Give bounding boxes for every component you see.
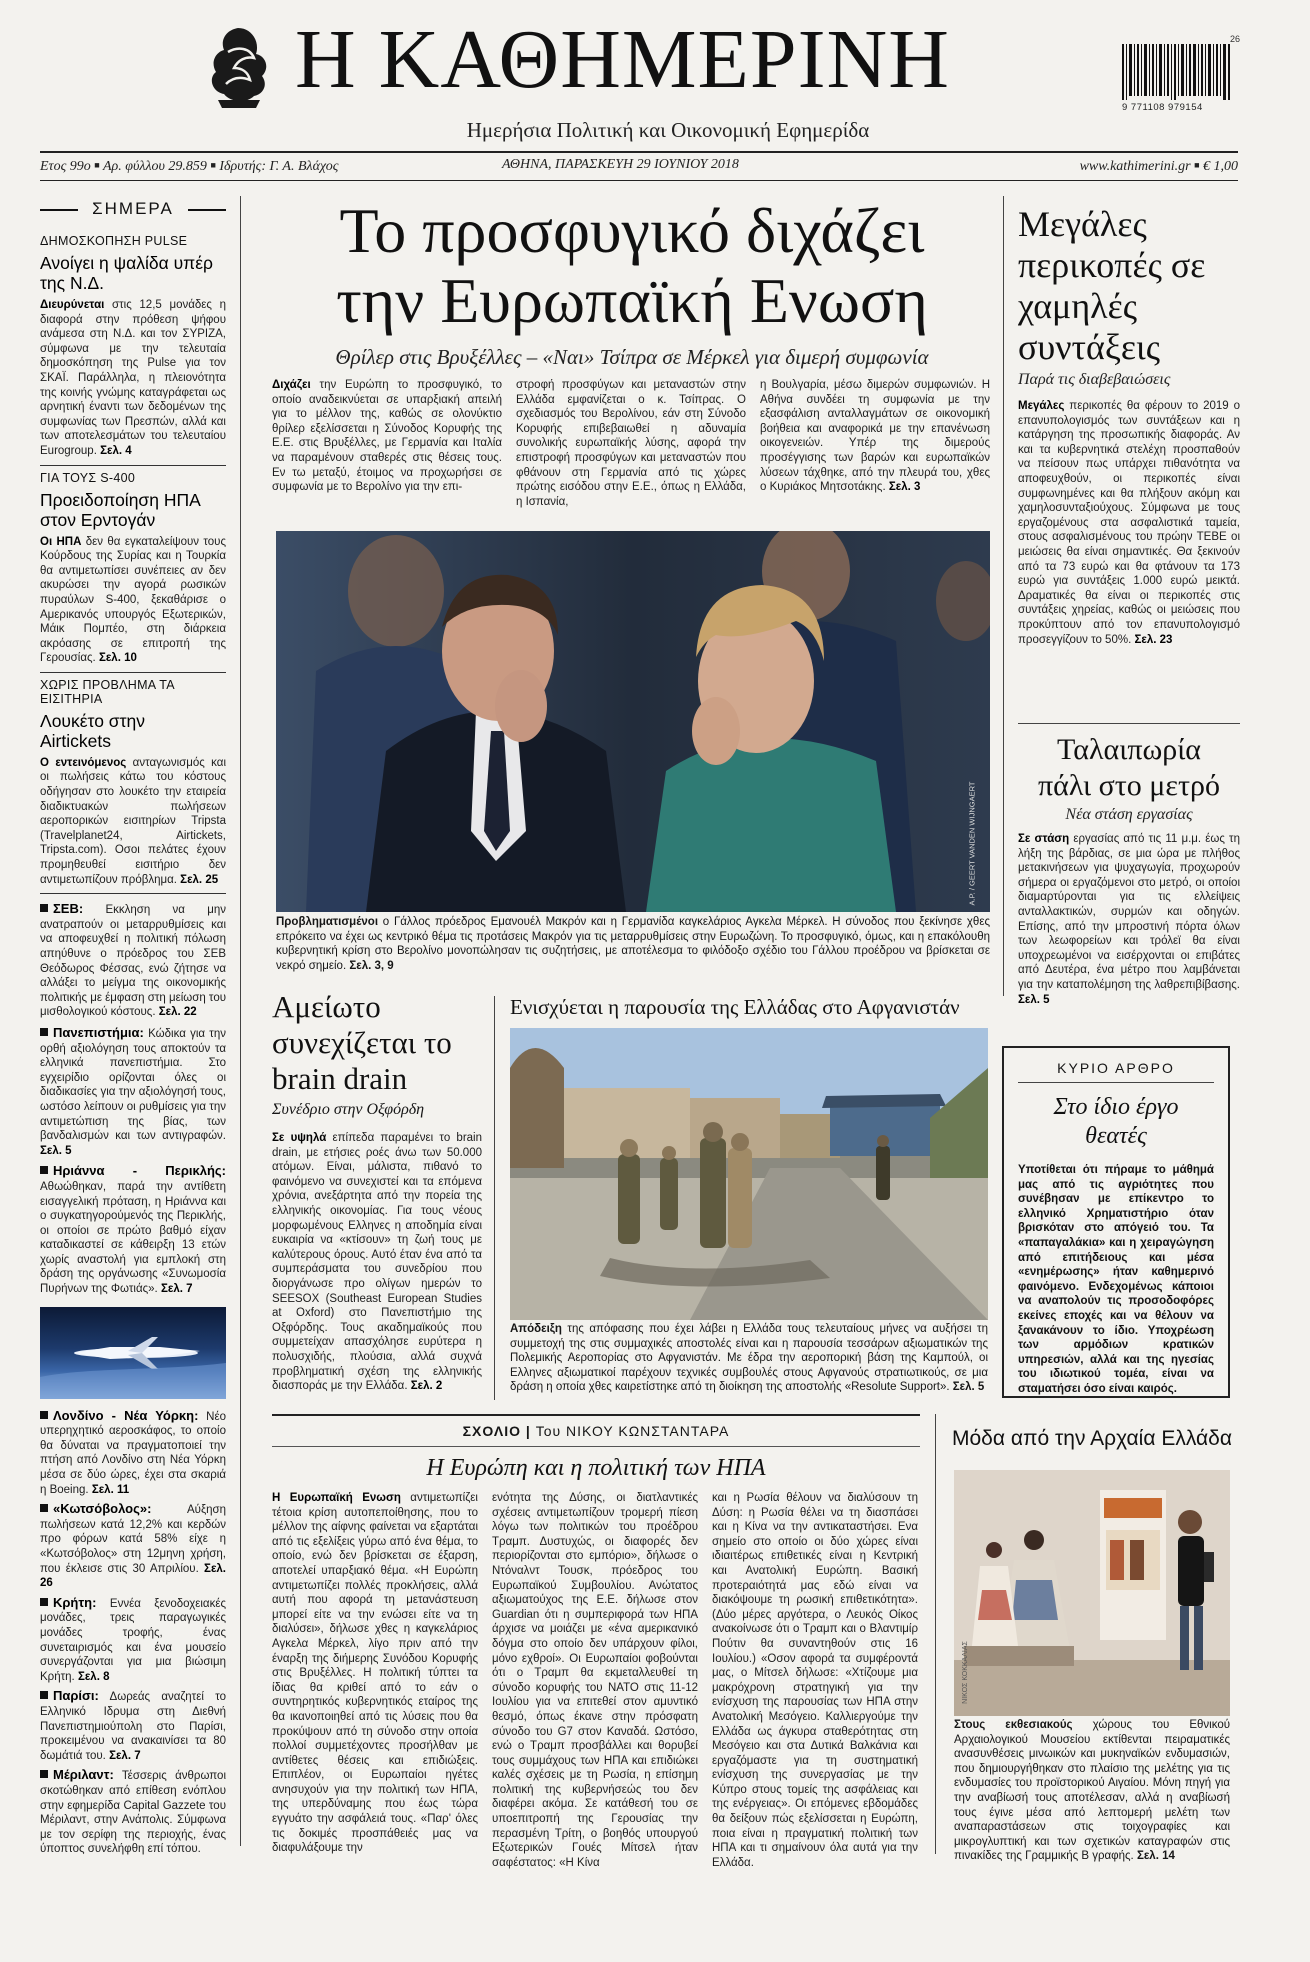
comment-right-rule — [935, 1414, 936, 1854]
editorial-box[interactable] — [1002, 1046, 1230, 1398]
sidebar-brief[interactable]: Ηριάννα - Περικλής: Αθωώθηκαν, παρά την αντίθετη εισαγγελική πρόταση, η Ηριάννα και ο συγκατηγορούμενός της Περικλής, οι οποίοι σε πρώτο βαθμό είχαν καταδικαστεί σε κάθειρξη 13 ετών χωρίς αναστολή για εμπλοκή στη δράση της οργάνωσης «Συνωμοσία Πυρήνων της Φωτιάς». Σελ. 7 — [40, 1163, 226, 1296]
main-photo-caption: Προβληματισμένοι ο Γάλλος πρόεδρος Εμανουέλ Μακρόν και η Γερμανίδα καγκελάριος Αγκελα Μέρκελ. Η σύνοδος που ξεκίνησε χθες επρόκειτο να έχει ως κεντρικό θέμα τις προτάσεις Μακρόν για τις μεταρρυθμίσεις στην Ευρωζώνη. Το προσφυγικό, όμως, και η επακόλουθη κυβερνητική κρίση στο Βερολίνο μονοπώλησαν τις συζητήσεις, με αποτέλεσμα το φιλόδοξο σχέδιο του Γάλλου προέδρου να βρίσκεται σε νεκρό σημείο. Σελ. 3, 9 — [276, 916, 990, 972]
dateline-sep-3-icon: ■ — [1194, 160, 1200, 170]
comment-body — [272, 1491, 920, 1870]
editorial-title: Στο ίδιο έργο θεατές — [1053, 1094, 1179, 1149]
comment-col-3: και η Ρωσία θέλουν να διαλύσουν τη Δύση: η Ρωσία θέλει να τη διασπάσει και η Κίνα να την αντικαταστήσει. Ενα σημείο στο οποίο οι δύο χώρες είναι ιδιαιτέρως επιθετικές είναι η Κεντρική και Ανατολική Ευρώπη. Βασική προτεραιότητά μας εδώ είναι να διακόψουμε τη ρωσική επιθετικότητα». (Δύο μέρες αργότερα, ο Λευκός Οίκος ανακοίνωσε ότι ο Τραμπ και ο Βλαντιμίρ Πούτιν θα συναντηθούν στις 16 Ιουλίου.) «Οσον αφορά τα συμφέροντά μας, ο Μίτσελ δήλωσε: «Χτίζουμε μια μακρόχρονη στρατηγική για την ενίσχυση της παρουσίας των ΗΠΑ στην Ανατολική Μεσόγειο. Καλλιεργούμε την Ελλάδα ως άγκυρα σταθερότητας στη Μεσόγειο και στα Δυτικά Βαλκάνια και εργαζόμαστε για τη συστηματική ενίσχυση της συνεργασίας με την Κύπρο στους τομείς της ασφάλειας και της ενέργειας». Οι επόμενες εβδομάδες θα δείξουν πώς εξελίσσεται η Ευρώπη, ποια είναι η πραγματική πολιτική των ΗΠΑ και τι σημαίνουν όλα αυτά για την Ελλάδα. — [712, 1492, 918, 1869]
masthead-subtitle: Ημερήσια Πολιτική και Οικονομική Εφημερίδα — [466, 118, 870, 142]
dateline-sep-2-icon: ■ — [210, 160, 216, 170]
bullet-icon — [40, 1028, 48, 1036]
bullet-icon — [40, 1770, 48, 1778]
dateline-right — [1080, 156, 1238, 176]
sidebar-brief[interactable]: ΣΕΒ: Εκκληση να μην ανατραπούν οι μεταρρυθμίσεις και να αποφευχθεί η πολιτική πόλωση απηύθυνε ο πρόεδρος του ΣΕΒ Θεόδωρος Φέσσας, ενώ ζήτησε να αλλάξει το μείγμα της οικονομικής πολιτικής με έμφαση στη μείωση του μισθολογικού κόστους. Σελ. 22 — [40, 901, 226, 1019]
afghanistan-story[interactable] — [510, 994, 996, 1020]
right-divider — [1018, 723, 1240, 724]
comment-label-rule — [272, 1446, 920, 1447]
main-col-1: Διχάζει την Ευρώπη το προσφυγικό, το οποίο αναδεικνύεται σε υπαρξιακή απειλή για το μέλλον της, καθώς σε ολονύκτιο θρίλερ εξελίσσεται η Σύνοδος Κορυφής της Ε.Ε. στις Βρυξέλλες, με Γερμανία και Ιταλία να παραμένουν σταθερές στις θέσεις τους. Εν τω μεταξύ, έτοιμος να προχωρήσει σε συμφωνία με το Βερολίνο για την επι- — [272, 379, 502, 494]
sidebar-brief[interactable]: Κρήτη: Εννέα ξενοδοχειακές μονάδες, τρεις παραγωγικές μονάδες τροφής, ένας συνεταιρισμός και ένα μουσείο συνεργάζονται για μια βιώσιμη Κρήτη. Σελ. 8 — [40, 1594, 226, 1683]
sidebar-item-kicker: ΓΙΑ ΤΟΥΣ S-400 — [40, 470, 136, 485]
macron-merkel-photo — [276, 531, 990, 912]
editorial-text: Υποτίθεται ότι πήραμε το μάθημά μας από τις αγριότητες που συνέβησαν με επίκεντρο το ελληνικό Χρηματιστήριο όταν βρισκόταν στο απόγειό του. Τα «παπαγαλάκια» και η χειραγώγηση από επιτήδειους και μέσα «ενημέρωσης» ήταν καθημερινό φαινόμενο. Ενδεχομένως κάποιοι να αναπολούν τις προσοδοφόρες εκείνες εποχές και να θέλουν να ξανακάνουν το ίδιο. Υποχρέωση των αρμόδιων κρατικών υπηρεσιών, αλλά και της ηγεσίας του ιδιωτικού τομέα, είναι να σταματήσει όσο είναι καιρός. — [1018, 1164, 1214, 1395]
sidebar-item-s400[interactable] — [40, 471, 226, 666]
brain-drain-rule — [494, 996, 495, 1400]
sidebar-item-text: Οι ΗΠΑ δεν θα εγκαταλείψουν τους Κούρδους της Συρίας και η Τουρκία θα αντιμετωπίσει συνέπειες αν δεν ακυρώσει την αγορά ρωσικών πυραύλων S-400, ξεκαθάρισε ο Αμερικανός υπουργός Εξωτερικών, Μάικ Πομπέο, στη διάρκεια ακρόασης σε επιτροπή της Γερουσίας. Σελ. 10 — [40, 535, 227, 665]
masthead-rule-bottom — [40, 180, 1238, 181]
comment-top-rule — [272, 1414, 920, 1416]
dateline-price: € 1,00 — [1203, 159, 1238, 174]
main-right-rule — [1003, 196, 1004, 996]
comment-story[interactable] — [272, 1418, 920, 1870]
photo-credit: A.P. / GEERT VANDEN WIJNGAERT — [967, 781, 977, 906]
sidebar-brief[interactable]: «Κωτσόβολος»: Αύξηση πωλήσεων κατά 12,2% και κερδών προ φόρων κατά 58% είχε η «Κωτσόβολος» στη 12μηνη χρήση, που έκλεισε στις 30 Απριλίου. Σελ. 26 — [40, 1501, 226, 1590]
brain-drain-headline: Αμείωτο συνεχίζεται το brain drain — [272, 989, 452, 1096]
main-story[interactable] — [272, 196, 992, 509]
comment-label: ΣΧΟΛΙΟ — [462, 1423, 521, 1439]
comment-author: Του ΝΙΚΟΥ ΚΩΝΣΤΑΝΤΑΡΑ — [535, 1423, 730, 1439]
sidebar-item-kicker: ΔΗΜΟΣΚΟΠΗΣΗ PULSE — [40, 234, 188, 248]
bullet-icon — [40, 1691, 48, 1699]
main-headline: Το προσφυγικό διχάζει την Ευρωπαϊκή Ενωση — [336, 195, 928, 336]
fashion-story[interactable] — [952, 1426, 1232, 1452]
sidebar-divider — [40, 465, 226, 466]
metro-text: Σε στάση εργασίας από τις 11 μ.μ. έως τη λήξη της βάρδιας, σε μια ώρα με πλήθος μετακινήσεων για ψυχαγωγία, προχωρούν σήμερα οι εργαζόμενοι στο μετρό, οι οποίοι διαμαρτύρονται για τις ελλείψεις ανταλλακτικών, συρμών και οδηγών. Επίσης, από την μπροστινή πόρτα όλων των λεωφορείων και τρόλεϊ θα είναι υποχρεωμένοι να εισέρχονται οι επιβάτες από Δευτέρα, ένα μέτρο που λαμβάνεται για την καταπολέμηση της λαθρεπιβίβασης. Σελ. 5 — [1018, 833, 1240, 1006]
dateline-year: Ετος 99ο — [40, 159, 91, 174]
dateline-website[interactable]: www.kathimerini.gr — [1079, 159, 1191, 174]
sidebar-brief[interactable]: Πανεπιστήμια: Κώδικα για την ορθή αξιολόγηση τους αποκτούν τα ελληνικά πανεπιστήμια. Στο εγχειρίδιο ορίζονται όλες οι διαδικασίες για την αξιολόγησή τους, ωστόσο λείπουν οι ρυθμίσεις για την αντιμετώπιση της βίας, των βανδαλισμών και των αντιγραφών. Σελ. 5 — [40, 1024, 226, 1157]
museum-exhibit-photo — [954, 1470, 1230, 1716]
supersonic-jet-image — [40, 1307, 226, 1399]
afghanistan-photo — [510, 1028, 988, 1320]
comment-title: Η Ευρώπη και η πολιτική των ΗΠΑ — [426, 1455, 766, 1481]
pensions-headline: Μεγάλες περικοπές σε χαμηλές συντάξεις — [1018, 204, 1206, 367]
comment-col-1: Η Ευρωπαϊκή Ενωση αντιμετωπίζει τέτοια κρίση αυτοπεποίθησης, που το μέλλον της αίφνης φαίνεται να εξαρτάται από τις εξελίξεις γύρω από ένα θέμα, το οποίο, ενώ δεν βρίσκεται σε έξαρση, αποτελεί υπαρξιακό θέμα. «Η Ευρώπη αντιμετωπίζει πολλές προκλήσεις, αλλά αυτή που αφορά τη μετανάστευση μπορεί είτε να την ενώσει είτε να τη διαλύσει», δήλωσε χθες η καγκελάριος Αγκελα Μέρκελ, λίγο πριν από την έναρξη της διήμερης Συνόδου Κορυφής στις Βρυξέλλες. Η πολιτική τύπτει τα ίδιας θα κριθεί από το εάν ο συντηρητικός κυβερνητικός εταίρος της θα ικανοποιηθεί από τις λύσεις που θα προκύψουν από τη σύνοδο στην οποία πολλοί συμμετέχοντες προσήλθαν με αντίθετες θέσεις και επιδιώξεις. Επιπλέον, οι Ευρωπαίοι ηγέτες ανησυχούν για την πολιτική των ΗΠΑ, της υπερδύναμης που έως τώρα εγγυάτο την ασφάλειά τους. «Παρ' όλες τις δοκιμές προσπάθειές μας να διαφυλάξουμε την — [272, 1492, 478, 1855]
sidebar-heading: ΣΗΜΕΡΑ — [40, 196, 226, 228]
masthead — [0, 0, 1310, 150]
sidebar-item-title: Λουκέτο στην Airtickets — [40, 710, 145, 751]
main-body — [272, 378, 992, 509]
bullet-icon — [40, 1504, 48, 1512]
sidebar-brief[interactable]: Παρίσι: Δωρεάς αναζητεί το Ελληνικό Ιδρυμα στη Διεθνή Πανεπιστημιούπολη στο Παρίσι, προκειμένου να ανακαινίσει τα 80 δωμάτιά του. Σελ. 7 — [40, 1688, 226, 1762]
sidebar-brief[interactable]: Μέριλαντ: Τέσσερις άνθρωποι σκοτώθηκαν από επίθεση ενόπλου στην εφημερίδα Capital Gazzete του Μέριλαντ, στην Ανάπολις. Σύμφωνα με τον σερίφη της περιοχής, ένας ύποπτος συνελήφθη επί τόπου. — [40, 1767, 226, 1856]
afghanistan-caption: Απόδειξη της απόφασης που έχει λάβει η Ελλάδα τους τελευταίους μήνες να αυξήσει τη συμμετοχή της στις συμμαχικές αποστολές είναι και η παρουσία τεσσάρων αξιωματικών της Πολεμικής Αεροπορίας στο Αφγανιστάν. Με έδρα την αεροπορική βάση της Καμπούλ, οι Ελληνες αξιωματικοί παρέχουν τεχνικές συμβουλές στους Αφγανούς στρατιωτικούς, σε μια δράση η οποία χθες καιρετίστηκε από τη διοίκηση της αποστολής «Resolute Support». Σελ. 5 — [510, 1323, 988, 1394]
barcode: 26 9 771108 979154 — [1122, 34, 1240, 113]
sidebar-item-title: Προειδοποίηση ΗΠΑ στον Ερντογάν — [40, 489, 200, 530]
bullet-icon — [40, 1598, 48, 1606]
brain-drain-deck: Συνέδριο στην Οξφόρδη — [272, 1101, 425, 1118]
masthead-title: Η ΚΑΘΗΜΕΡΙΝΗ — [295, 13, 950, 106]
sidebar-brief[interactable]: Λονδίνο - Νέα Υόρκη: Νέο υπερηχητικό αεροσκάφος, το οποίο θα δύναται να πραγματοποιεί την πτήση από Λονδίνο στη Νέα Υόρκη μέσα σε δύο ώρες, έχει στα σκαριά η Boeing. Σελ. 11 — [40, 1407, 226, 1496]
sidebar-item-text: Ο εντεινόμενος ανταγωνισμός και οι πωλήσεις κάτω του κόστους οδήγησαν στο λουκέτο την εταιρεία διαδικτυακών πωλήσεων αεροπορικών εισιτηρίων Tripsta (Travelplanet24, Airtickets, Tripsta.com). Οσοι πελάτες έχουν προμηθευθεί εισιτήριο δεν αντιμετωπίζουν πρόβλημα. Σελ. 25 — [40, 756, 226, 886]
main-deck: Θρίλερ στις Βρυξέλλες – «Ναι» Τσίπρα σε Μέρκελ για διμερή συμφωνία — [335, 345, 929, 369]
right-story-metro[interactable] — [1018, 732, 1240, 1007]
brain-drain-text: Σε υψηλά επίπεδα παραμένει το brain drain, με ετήσιες ροές άνω των 50.000 ατόμων. Είναι, μάλιστα, πιθανό το φαινόμενο να συνεχιστεί και τα επόμενα χρόνια, ανεξάρτητα από την πορεία της ελληνικής οικονομίας. Για τους νέους μορφωμένους Ελληνες η αποδημία είναι ευκαιρία να «κτίσουν» τη ζωή τους με καλύτερους όρους. Αυτό έταν ένα από τα συμπεράσματα του συνεδρίου που διοργάνωσε προ ολίγων ημερών το SEESOX (Southeast European Studies at Oxford) στο Πανεπιστήμιο της Οξφόρδης. Τους ακαδημαϊκούς που συμμετείχαν απασχόλησε ευρύτερα η πολυσχιδής, πλούσια, αλλά συχνά προβληματική σχέση της ελληνικής διασποράς με την Ελλάδα. Σελ. 2 — [272, 1132, 482, 1393]
dateline-issue: Αρ. φύλλου 29.859 — [102, 159, 207, 174]
pensions-text: Μεγάλες περικοπές θα φέρουν το 2019 ο επανυπολογισμός των συντάξεων και η κατάργηση της προσωπικής διαφοράς. Αν και τα κυβερνητικά στελέχη προσπαθούν να πείσουν πως υπάρχει πιθανότητα να αποφευχθούν, οι περικοπές είναι συμφωνημένες και θα πλήξουν ακόμη και χαμηλοσυνταξιούχους. Σύμφωνα με τους εργαζομένους στα ασφαλιστικά ταμεία, στους ασφαλισμένους του πρώην ΤΕΒΕ οι μειώσεις θα είναι σημαντικές. Θα ξεκινούν από τα 73 ευρώ και θα φτάνουν τα 173 ευρώ για συντάξεις 1.000 ευρώ μεικτά. Δραματικές θα είναι οι περικοπές στις συντάξεις χηρείας, καθώς οι μειώσεις που προκύπτουν από τον επανυπολογισμό προσεγγίζουν το 50%. Σελ. 23 — [1018, 400, 1240, 646]
sidebar-item-title: Ανοίγει η ψαλίδα υπέρ της Ν.Δ. — [40, 253, 213, 293]
dateline-date: ΑΘΗΝΑ, ΠΑΡΑΣΚΕΥΗ 29 ΙΟΥΝΙΟΥ 2018 — [502, 157, 739, 172]
brain-drain-story[interactable] — [272, 989, 482, 1394]
sidebar-divider — [40, 893, 226, 894]
sidebar — [40, 196, 226, 1916]
comment-col-2: ενότητα της Δύσης, οι διατλαντικές σχέσεις αντιμετωπίζουν τρομερή πίεση λόγω των πολιτικών του προέδρου Τραμπ. Δυστυχώς, οι διαφορές δεν περιορίζονται στο εμπόριο», δήλωσε ο Ντόναλντ Τουσκ, πρόεδρος του Ευρωπαϊκού Συμβουλίου. Ανώτατος αξιωματούχος της Ε.Ε. δήλωσε στον Guardian ότι η συμπεριφορά των ΗΠΑ άρχισε να μοιάζει με «ένα αμερικανικό δόγμα στο οποίο δεν υπάρχουν φίλοι, μόνο εχθροί». Οι Ευρωπαίοι φοβούνται ότι ο Τραμπ θα εκμεταλλευθεί τη σύνοδο κορυφής του ΝΑΤΟ στις 11-12 Ιουλίου για να επιτεθεί στον αμυντικό θεσμό, όπως έκανε στην πρόσφατη σύνοδο του G7 στον Καναδά. Ωστόσο, ενώ ο Τραμπ προσβάλλει και θορυβεί τους συμμάχους των ΗΠΑ και επιδιώκει καλές σχέσεις με τη Ρωσία, η επίσημη πολιτική της κυβερνήσεώς του δεν διαφέρει ακόμα. Σε κατάθεσή του σε υποεπιτροπή της Γερουσίας την περασμένη Τρίτη, ο βοηθός υπουργού Εξωτερικών Γουές Μίτσελ ήταν σαφέστατος: «Η Κίνα — [492, 1492, 698, 1869]
bullet-icon — [40, 904, 48, 912]
main-col-3: η Βουλγαρία, μέσω διμερών συμφωνιών. Η Αθήνα συνδέει τη συμφωνία με την εξασφάλιση ανταλλαγμάτων σε οικονομική βοήθεια και αναφορικά με την επανένωση οικογενειών. Υπέρ της διμερούς προσέγγισης των βαρών και ευρωπαϊκών λύσεων τάχθηκε, από την πλευρά του, χθες ο Κυριάκος Μητσοτάκης. Σελ. 3 — [760, 379, 990, 494]
dateline — [40, 156, 1238, 176]
metro-headline: Ταλαιπωρία πάλι στο μετρό — [1037, 733, 1221, 802]
sidebar-divider — [40, 672, 226, 673]
pensions-deck: Παρά τις διαβεβαιώσεις — [1018, 371, 1171, 388]
editorial-label: ΚΥΡΙΟ ΑΡΘΡΟ — [1018, 1060, 1214, 1083]
main-col-2: στροφή προσφύγων και μεταναστών στην Ελλάδα εμφανίζεται ο κ. Τσίπρας. Ο σχεδιασμός του Βερολίνου, εάν στη Σύνοδο Κορυφής επιβεβαιωθεί η αδυναμία συνολικής ευρωπαϊκής λύσης, αφορά την επιστροφή προσφύγων και μεταναστών που φθάνουν στη Γερμανία από τις χώρες πρώτης εισόδου στην Ε.Ε., όπως η Ελλάδα, η Ισπανία, — [516, 379, 746, 508]
metro-deck: Νέα στάση εργασίας — [1065, 806, 1193, 823]
bullet-icon — [40, 1166, 48, 1174]
sidebar-item-pulse[interactable] — [40, 234, 226, 459]
logo-emblem-icon — [198, 22, 278, 110]
sidebar-column-rule — [240, 196, 241, 1846]
afghanistan-headline: Ενισχύεται η παρουσία της Ελλάδας στο Αφγανιστάν — [510, 995, 960, 1019]
sidebar-item-kicker: ΧΩΡΙΣ ΠΡΟΒΛΗΜΑ ΤΑ ΕΙΣΙΤΗΡΙΑ — [40, 677, 175, 706]
dateline-sep-1-icon: ■ — [94, 160, 100, 170]
comment-label-row: ΣΧΟΛΙΟ | Του ΝΙΚΟΥ ΚΩΝΣΤΑΝΤΑΡΑ — [462, 1423, 730, 1439]
bullet-icon — [40, 1411, 48, 1419]
fashion-photo-credit: ΝΙΚΟΣ ΚΟΚΚΑΛΙΑΣ — [961, 1641, 969, 1704]
dateline-founder: Ιδρυτής: Γ. Α. Βλάχος — [219, 159, 339, 174]
masthead-rule-top — [40, 151, 1238, 153]
sidebar-item-airtickets[interactable] — [40, 678, 226, 887]
sidebar-item-text: Διευρύνεται στις 12,5 μονάδες η διαφορά στην πρόθεση ψήφου ανάμεσα στη Ν.Δ. και τον ΣΥΡΙΖΑ, σύμφωνα με την τελευταία δημοσκόπηση της Pulse για τον ΣΚΑΪ. Παράλληλα, η πλειονότητα της κοινής γνώμης καταγράφεται ως αρνητική έναντι των δεδομένων της συμφωνίας των Πρεσπών, αλλά και των αποτελεσμάτων του τελευταίου Eurogroup. Σελ. 4 — [40, 299, 226, 457]
right-story-pensions[interactable] — [1018, 204, 1240, 647]
fashion-headline: Μόδα από την Αρχαία Ελλάδα — [952, 1427, 1232, 1450]
fashion-caption: Στους εκθεσιακούς χώρους του Εθνικού Αρχαιολογικού Μουσείου εκτίθενται πειραματικές ανασυνθέσεις μινωικών και μυκηναϊκών ενδυμασιών, που δημιουργήθηκαν στο πλαίσιο της μελέτης για τις ενδυμασίες του προϊστορικού Αιγαίου. Μόνη πηγή για την αναβίωσή τους αποτέλεσαν, αλλά η αναβίωσή τους έγινε μέσα από λεπτομερή μελέτη των αναπαραστάσεων στις τοιχογραφίες και μικρογλυπτική και των σχετικών καταγραφών στις πινακίδες της Γραμμικής Β γραφής. Σελ. 14 — [954, 1719, 1230, 1863]
